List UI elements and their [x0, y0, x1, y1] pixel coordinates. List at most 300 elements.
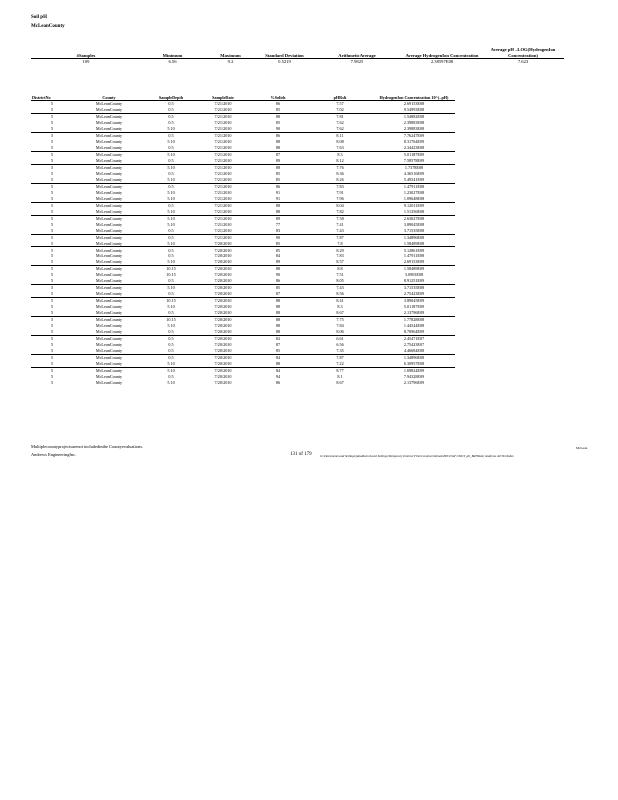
ph-result-cell: 8.67: [336, 379, 344, 385]
solids-cell: 86: [249, 183, 307, 189]
county-cell: McLeanCounty: [95, 272, 123, 278]
summary-header: Standard Deviation: [257, 47, 312, 59]
district-cell: 5: [50, 208, 54, 214]
sample-date-cell: 7/20/2010: [197, 367, 249, 373]
hydrogen-ion-cell: 4.36516E09: [403, 170, 425, 176]
sample-date-cell: 7/20/2010: [214, 304, 232, 310]
county-heading: McLeanCounty: [31, 24, 65, 29]
county-cell: McLeanCounty: [73, 234, 145, 240]
ph-result-cell: 7.76: [307, 164, 373, 170]
hydrogen-ion-cell: 3.71535E08: [373, 285, 455, 291]
solids-cell: 88: [275, 145, 281, 151]
hydrogen-ion-cell: 2.69153E08: [403, 101, 425, 107]
sample-date-cell: 7/21/2010: [214, 195, 232, 201]
sample-date-cell: 7/21/2010: [197, 183, 249, 189]
sample-date-cell: 7/21/2010: [197, 164, 249, 170]
sample-depth-cell: 5.10: [145, 215, 197, 221]
solids-cell: 86: [249, 133, 307, 139]
hydrogen-ion-cell: 1.34896E08: [373, 234, 455, 240]
district-cell: 5: [31, 133, 73, 139]
sample-date-cell: 7/21/2010: [197, 133, 249, 139]
ph-result-cell: 8.3: [307, 151, 373, 157]
sample-depth-cell: 5.10: [145, 285, 197, 291]
sample-date-cell: 7/21/2010: [214, 101, 232, 107]
sample-date-cell: 7/21/2010: [197, 202, 249, 208]
hydrogen-ion-cell: 1.51356E08: [403, 208, 425, 214]
hydrogen-ion-cell: 8.31764E09: [403, 139, 425, 145]
ph-result-cell: 7.22: [336, 360, 344, 366]
ph-result-cell: 7.96: [336, 195, 344, 201]
county-cell: McLeanCounty: [95, 221, 123, 227]
district-cell: 5: [50, 272, 54, 278]
solids-cell: 85: [275, 176, 281, 182]
hydrogen-ion-cell: 1.44544E08: [403, 323, 425, 329]
summary-header: ArithmeticAverage: [312, 47, 402, 59]
ph-result-cell: 8.05: [336, 278, 344, 284]
sample-depth-cell: 5.10: [167, 360, 175, 366]
sample-depth-cell: 5.10: [145, 367, 197, 373]
district-cell: 5: [50, 195, 54, 201]
summary-header: Average pH –LOG(HydrogenIon Concentration): [482, 47, 564, 59]
sample-date-cell: 7/20/2010: [197, 354, 249, 360]
sample-date-cell: 7/21/2010: [197, 151, 249, 157]
column-header-district: DistrictNo: [31, 95, 73, 101]
hydrogen-ion-cell: 2.34423E08: [403, 145, 425, 151]
solids-cell: 88: [275, 208, 281, 214]
district-cell: 5: [31, 285, 73, 291]
sample-date-cell: 7/21/2010: [214, 120, 232, 126]
hydrogen-ion-cell: 2.39883E08: [403, 120, 425, 126]
ph-result-cell: 7.02: [336, 107, 344, 113]
sample-depth-cell: 5.10: [167, 189, 175, 195]
district-cell: 5: [31, 202, 73, 208]
ph-result-cell: 7.87: [307, 354, 373, 360]
ph-result-cell: 7.43: [336, 227, 344, 233]
district-cell: 5: [50, 253, 54, 259]
sample-date-cell: 7/21/2010: [214, 221, 232, 227]
district-cell: 5: [50, 157, 54, 163]
county-cell: McLeanCounty: [73, 336, 145, 342]
ph-result-cell: 7.87: [307, 234, 373, 240]
solids-cell: 88: [249, 164, 307, 170]
sample-depth-cell: 5.10: [167, 139, 175, 145]
district-cell: 5: [31, 151, 73, 157]
county-cell: McLeanCounty: [73, 367, 145, 373]
sample-depth-cell: 0.5: [168, 373, 174, 379]
hydrogen-ion-cell: 7.58578E09: [403, 157, 425, 163]
sample-depth-cell: 5.10: [167, 221, 175, 227]
ph-result-cell: 8.04: [307, 202, 373, 208]
sample-date-cell: 7/20/2010: [197, 298, 249, 304]
district-cell: 5: [31, 215, 73, 221]
sample-date-cell: 7/20/2010: [197, 317, 249, 323]
sample-date-cell: 7/20/2010: [214, 379, 232, 385]
district-cell: 5: [50, 348, 54, 354]
solids-cell: 83: [275, 227, 281, 233]
ph-result-cell: 7.41: [336, 221, 344, 227]
sample-depth-cell: 5.10: [145, 164, 197, 170]
summary-value: 109: [82, 59, 90, 64]
sample-date-cell: 7/20/2010: [214, 329, 232, 335]
summary-value: 6.56: [168, 59, 177, 64]
county-cell: McLeanCounty: [95, 360, 123, 366]
district-cell: 5: [31, 247, 73, 253]
district-cell: 5: [50, 323, 54, 329]
hydrogen-ion-cell: 6.30957E08: [403, 360, 425, 366]
ph-result-cell: 8.11: [307, 133, 373, 139]
sample-depth-cell: 0.5: [168, 101, 174, 107]
file-path: G:\Documents and Settings\jabaldwin\Local Settings\Temporary Internet Files\Content.Outlook\N0CLS4F1\DOT_all_BdTWater Andrews All 5D.Xsdsx: [320, 453, 514, 458]
solids-cell: 88: [249, 266, 307, 272]
summary-table: [31, 47, 564, 65]
sample-depth-cell: 0.5: [168, 170, 174, 176]
sample-date-cell: 7/21/2010: [214, 208, 232, 214]
county-cell: McLeanCounty: [95, 304, 123, 310]
hydrogen-ion-cell: 2.39883E08: [403, 126, 425, 132]
hydrogen-ion-cell: 2.75423E09: [403, 291, 425, 297]
solids-cell: 88: [275, 139, 281, 145]
footnote-multiple-county: Multiplecountyprojectsarenot includedinthe Countyevaluations.: [31, 444, 144, 449]
ph-result-cell: 8.36: [336, 170, 344, 176]
ph-result-cell: 7.84: [336, 323, 344, 329]
sample-data-table: [31, 95, 455, 386]
district-cell: 5: [50, 189, 54, 195]
ph-result-cell: 8.8: [307, 266, 373, 272]
ph-result-cell: 8.56: [336, 291, 344, 297]
column-header-sample-date: SampleDate: [197, 95, 249, 101]
district-cell: 5: [50, 329, 54, 335]
district-cell: 5: [50, 221, 54, 227]
hydrogen-ion-cell: 2.13796E09: [403, 310, 425, 316]
sample-depth-cell: 5.10: [145, 151, 197, 157]
county-cell: McLeanCounty: [95, 253, 123, 259]
hydrogen-ion-cell: 4.46684E08: [403, 348, 425, 354]
county-cell: McLeanCounty: [95, 101, 123, 107]
solids-cell: 84: [249, 354, 307, 360]
sample-date-cell: 7/20/2010: [214, 310, 232, 316]
county-cell: McLeanCounty: [73, 266, 145, 272]
sample-date-cell: 7/21/2010: [214, 139, 232, 145]
solids-cell: 94: [275, 373, 281, 379]
hydrogen-ion-cell: 3.71535E08: [403, 227, 425, 233]
solids-cell: 85: [275, 348, 281, 354]
sample-date-cell: 7/20/2010: [214, 240, 232, 246]
ph-result-cell: 7.35: [336, 348, 344, 354]
district-cell: 5: [50, 227, 54, 233]
ph-result-cell: 7.83: [336, 253, 344, 259]
sample-date-cell: 7/20/2010: [214, 360, 232, 366]
sample-depth-cell: 5.10: [167, 323, 175, 329]
hydrogen-ion-cell: 8.70964E09: [403, 329, 425, 335]
county-cell: McLeanCounty: [73, 298, 145, 304]
summary-value: 7.623: [517, 59, 529, 64]
district-cell: 5: [50, 240, 54, 246]
hydrogen-ion-cell: 1.77828E08: [373, 317, 455, 323]
sample-date-cell: 7/21/2010: [197, 215, 249, 221]
sample-date-cell: 7/20/2010: [214, 348, 232, 354]
county-cell: McLeanCounty: [95, 208, 123, 214]
column-header-hydrogen-ion: HydrogenIon Concentration 10^(–pH): [373, 95, 455, 101]
sample-depth-cell: 5.10: [167, 240, 175, 246]
district-cell: 5: [31, 114, 73, 120]
sample-depth-cell: 10.15: [166, 272, 176, 278]
county-cell: McLeanCounty: [95, 107, 123, 113]
county-cell: McLeanCounty: [73, 215, 145, 221]
column-header-ph-result: pHRslt: [307, 95, 373, 101]
hydrogen-ion-cell: 1.09648E08: [403, 195, 425, 201]
district-cell: 5: [50, 310, 54, 316]
sample-depth-cell: 0.5: [168, 278, 174, 284]
ph-result-cell: 8.1: [337, 373, 343, 379]
sample-depth-cell: 0.5: [145, 114, 197, 120]
sample-date-cell: 7/20/2010: [197, 266, 249, 272]
solids-cell: 85: [275, 240, 281, 246]
solids-cell: 77: [275, 221, 281, 227]
sample-date-cell: 7/21/2010: [214, 145, 232, 151]
sample-depth-cell: 0.5: [145, 234, 197, 240]
county-cell: McLeanCounty: [95, 189, 123, 195]
ph-result-cell: 7.81: [307, 114, 373, 120]
county-cell: McLeanCounty: [95, 259, 123, 265]
hydrogen-ion-cell: 5.01187E09: [403, 304, 425, 310]
county-cell: McLeanCounty: [95, 291, 123, 297]
ph-result-cell: 7.91: [336, 189, 344, 195]
solids-cell: 87: [275, 342, 281, 348]
solids-cell: 85: [249, 285, 307, 291]
hydrogen-ion-cell: 1.58489E08: [403, 240, 425, 246]
solids-cell: 87: [275, 291, 281, 297]
ph-result-cell: 7.75: [307, 317, 373, 323]
district-cell: 5: [50, 126, 54, 132]
table-row: [31, 380, 455, 386]
summary-value: 0.5219: [278, 59, 291, 64]
district-cell: 5: [31, 234, 73, 240]
solids-cell: 88: [249, 114, 307, 120]
district-cell: 5: [50, 342, 54, 348]
county-cell: McLeanCounty: [73, 247, 145, 253]
sample-depth-cell: 0.5: [168, 253, 174, 259]
sample-depth-cell: 0.5: [145, 354, 197, 360]
column-header-county: County: [73, 95, 145, 101]
district-cell: 5: [50, 101, 54, 107]
summary-header: Average HydrogenIon Concentration: [402, 47, 482, 59]
sample-depth-cell: 10.15: [145, 266, 197, 272]
sample-depth-cell: 0.5: [145, 183, 197, 189]
hydrogen-ion-cell: 7.76247E09: [373, 133, 455, 139]
solids-cell: 86: [275, 379, 281, 385]
summary-value: 7.9825: [350, 59, 364, 64]
hydrogen-ion-cell: 1.7378E08: [373, 164, 455, 170]
sample-depth-cell: 0.5: [168, 342, 174, 348]
district-cell: 5: [31, 336, 73, 342]
district-cell: 5: [50, 291, 54, 297]
ph-result-cell: 8.08: [336, 139, 344, 145]
hydrogen-ion-cell: 1.47911E08: [373, 183, 455, 189]
solids-cell: 86: [275, 278, 281, 284]
sample-depth-cell: 5.10: [167, 208, 175, 214]
district-cell: 5: [50, 145, 54, 151]
county-cell: McLeanCounty: [95, 329, 123, 335]
sample-depth-cell: 5.10: [167, 259, 175, 265]
sample-depth-cell: 0.5: [145, 133, 197, 139]
ph-result-cell: 8.57: [336, 259, 344, 265]
hydrogen-ion-cell: 3.89045E08: [403, 221, 425, 227]
hydrogen-ion-cell: 5.01187E09: [373, 151, 455, 157]
ph-result-cell: 8.06: [336, 329, 344, 335]
solids-cell: 90: [249, 234, 307, 240]
solids-cell: 85: [275, 120, 281, 126]
ph-result-cell: 8.41: [307, 298, 373, 304]
solids-cell: 90: [275, 272, 281, 278]
sample-date-cell: 7/21/2010: [214, 227, 232, 233]
county-cell: McLeanCounty: [95, 379, 123, 385]
county-cell: McLeanCounty: [95, 323, 123, 329]
summary-header: Minimum: [141, 47, 204, 59]
summary-value: 9.2: [227, 59, 234, 64]
ph-result-cell: 8.67: [336, 310, 344, 316]
county-cell: McLeanCounty: [73, 285, 145, 291]
sample-depth-cell: 0.5: [168, 157, 174, 163]
hydrogen-ion-cell: 1.58489E09: [373, 266, 455, 272]
ph-result-cell: 8.77: [307, 367, 373, 373]
district-cell: 5: [50, 139, 54, 145]
district-cell: 5: [31, 354, 73, 360]
county-cell: McLeanCounty: [95, 126, 123, 132]
sample-date-cell: 7/21/2010: [214, 170, 232, 176]
summary-value-row: [31, 59, 564, 65]
sample-depth-cell: 0.5: [145, 202, 197, 208]
county-cell: McLeanCounty: [95, 227, 123, 233]
solids-cell: 87: [249, 151, 307, 157]
district-cell: 5: [50, 259, 54, 265]
county-cell: McLeanCounty: [95, 342, 123, 348]
hydrogen-ion-cell: 1.23027E08: [403, 189, 425, 195]
ph-result-cell: 7.8: [337, 240, 343, 246]
sample-date-cell: 7/20/2010: [214, 323, 232, 329]
sample-date-cell: 7/21/2010: [197, 114, 249, 120]
county-cell: McLeanCounty: [73, 114, 145, 120]
solids-cell: 88: [275, 310, 281, 316]
sample-date-cell: 7/20/2010: [214, 259, 232, 265]
district-cell: 5: [50, 278, 54, 284]
solids-cell: 88: [249, 298, 307, 304]
sample-depth-cell: 10.15: [145, 298, 197, 304]
corner-label: McLean: [576, 446, 588, 450]
solids-cell: 90: [275, 126, 281, 132]
ph-result-cell: 7.58: [307, 215, 373, 221]
ph-result-cell: 6.56: [336, 342, 344, 348]
hydrogen-ion-cell: 1.54882E08: [373, 114, 455, 120]
county-cell: McLeanCounty: [73, 151, 145, 157]
report-title: Soil pH: [31, 15, 47, 20]
sample-date-cell: 7/21/2010: [214, 107, 232, 113]
sample-depth-cell: 5.10: [167, 126, 175, 132]
hydrogen-ion-cell: 2.69153E09: [403, 259, 425, 265]
sample-depth-cell: 10.15: [145, 317, 197, 323]
solids-cell: 88: [275, 304, 281, 310]
solids-cell: 88: [249, 317, 307, 323]
sample-depth-cell: 0.5: [168, 107, 174, 113]
solids-cell: 82: [249, 336, 307, 342]
county-cell: McLeanCounty: [95, 195, 123, 201]
hydrogen-ion-cell: 2.45471E07: [373, 336, 455, 342]
district-cell: 5: [31, 367, 73, 373]
county-cell: McLeanCounty: [95, 278, 123, 284]
district-cell: 5: [50, 107, 54, 113]
solids-cell: 85: [249, 247, 307, 253]
district-cell: 5: [50, 373, 54, 379]
sample-depth-cell: 0.5: [168, 291, 174, 297]
hydrogen-ion-cell: 1.69824E09: [373, 367, 455, 373]
sample-date-cell: 7/21/2010: [197, 234, 249, 240]
summary-value: 2.38597E08: [430, 59, 454, 64]
ph-result-cell: 7.82: [336, 208, 344, 214]
sample-depth-cell: 5.10: [167, 195, 175, 201]
hydrogen-ion-cell: 3.0903E08: [404, 272, 424, 278]
solids-cell: 89: [275, 259, 281, 265]
sample-depth-cell: 5.10: [167, 379, 175, 385]
sample-date-cell: 7/20/2010: [214, 291, 232, 297]
summary-header: Maximum: [204, 47, 257, 59]
summary-header: #Samples: [31, 47, 141, 59]
sample-date-cell: 7/20/2010: [214, 253, 232, 259]
sample-depth-cell: 0.5: [168, 329, 174, 335]
ph-result-cell: 7.51: [336, 272, 344, 278]
county-cell: McLeanCounty: [95, 157, 123, 163]
county-cell: McLeanCounty: [73, 133, 145, 139]
district-cell: 5: [50, 304, 54, 310]
column-header-solids: %Solids: [249, 95, 307, 101]
county-cell: McLeanCounty: [95, 348, 123, 354]
sample-date-cell: 7/20/2010: [214, 373, 232, 379]
ph-result-cell: 6.61: [307, 336, 373, 342]
county-cell: McLeanCounty: [95, 120, 123, 126]
data-table-body: [31, 101, 455, 386]
sample-depth-cell: 0.5: [168, 227, 174, 233]
column-header-sample-depth: SampleDepth: [145, 95, 197, 101]
hydrogen-ion-cell: 1.34896E08: [373, 354, 455, 360]
solids-cell: 88: [249, 202, 307, 208]
solids-cell: 84: [249, 367, 307, 373]
sample-depth-cell: 5.10: [167, 176, 175, 182]
page-number: 131 of 179: [290, 452, 312, 457]
district-cell: 5: [50, 170, 54, 176]
county-cell: McLeanCounty: [73, 317, 145, 323]
sample-date-cell: 7/20/2010: [197, 285, 249, 291]
solids-cell: 88: [275, 360, 281, 366]
district-cell: 5: [50, 360, 54, 366]
solids-cell: 89: [275, 157, 281, 163]
solids-cell: 89: [249, 215, 307, 221]
footnote-company: Andrews EngineeringInc.: [31, 452, 77, 457]
sample-date-cell: 7/20/2010: [214, 342, 232, 348]
solids-cell: 84: [275, 253, 281, 259]
district-cell: 5: [31, 183, 73, 189]
county-cell: McLeanCounty: [95, 373, 123, 379]
district-cell: 5: [50, 176, 54, 182]
ph-result-cell: 7.62: [336, 126, 344, 132]
sample-date-cell: 7/21/2010: [214, 126, 232, 132]
solids-cell: 86: [275, 101, 281, 107]
county-cell: McLeanCounty: [95, 240, 123, 246]
sample-date-cell: 7/21/2010: [214, 157, 232, 163]
county-cell: McLeanCounty: [73, 202, 145, 208]
hydrogen-ion-cell: 8.91251E09: [403, 278, 425, 284]
ph-result-cell: 8.26: [336, 176, 344, 182]
county-cell: McLeanCounty: [95, 170, 123, 176]
district-cell: 5: [50, 120, 54, 126]
solids-cell: 85: [275, 170, 281, 176]
